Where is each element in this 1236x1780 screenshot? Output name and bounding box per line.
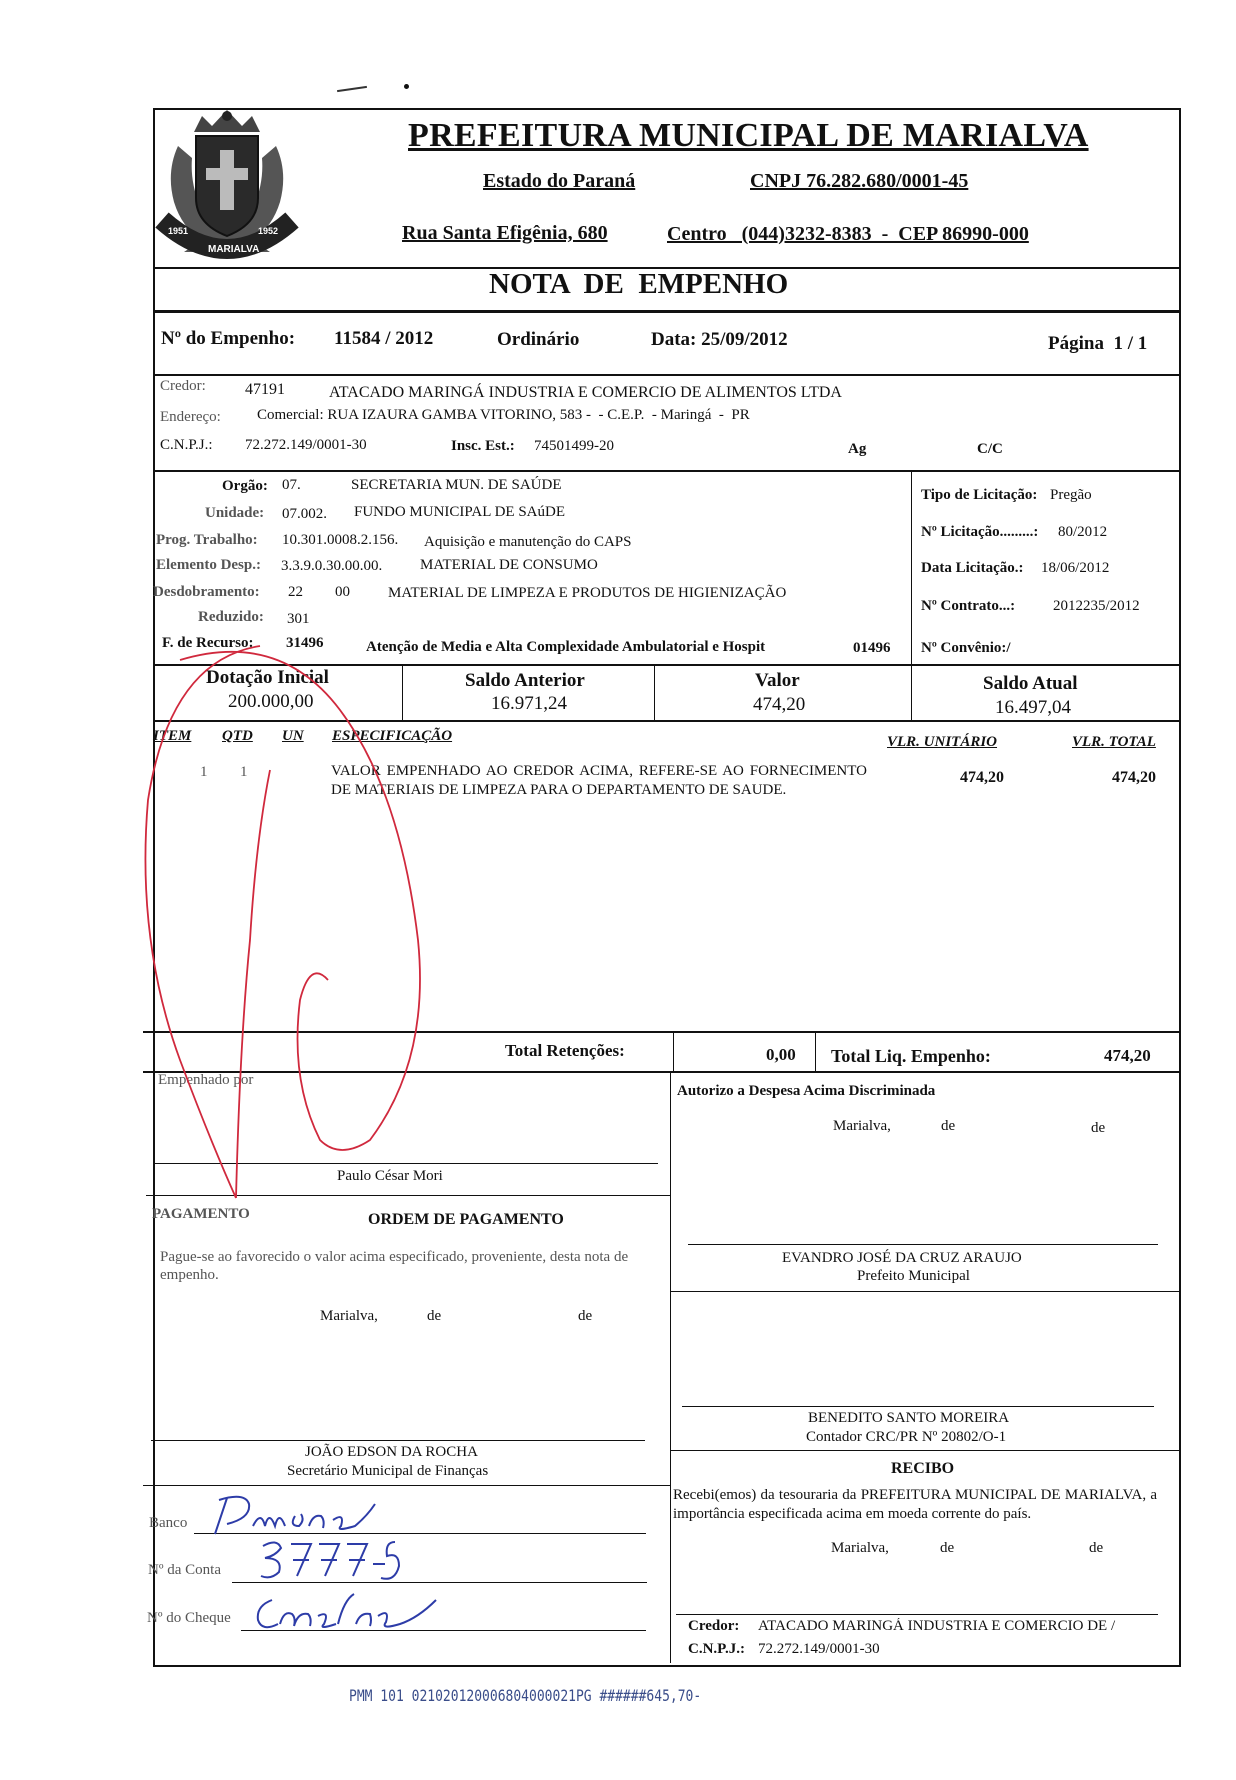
item-unit-value: 474,20 — [960, 769, 1004, 786]
unidade-code: 07.002. — [282, 506, 327, 522]
header-street: Rua Santa Efigênia, 680 — [402, 222, 608, 244]
insc-label: Insc. Est.: — [451, 438, 515, 454]
divider — [670, 1071, 671, 1663]
autorizo-de-1: de — [941, 1118, 956, 1134]
reduzido-value: 301 — [287, 611, 310, 627]
valor-value: 474,20 — [753, 694, 806, 715]
autorizo-de-2: de — [1091, 1120, 1106, 1136]
crest-year-right: 1952 — [258, 226, 279, 236]
item-specification: VALOR EMPENHADO AO CREDOR ACIMA, REFERE-SE AO FORNECIMENTO DE MATERIAIS DE LIMPEZA PARA O DEPARTAMENTO DE SAUDE. — [331, 763, 867, 798]
elemento-code: 3.3.9.0.30.00.00. — [281, 558, 383, 574]
contador-name: BENEDITO SANTO MOREIRA — [808, 1410, 1010, 1426]
licitacao-date-label: Data Licitação.: — [921, 560, 1024, 576]
divider — [670, 1291, 1179, 1292]
reduzido-label: Reduzido: — [198, 609, 264, 625]
autorizo-city: Marialva, — [833, 1118, 891, 1134]
desdobramento-label: Desdobramento: — [153, 584, 260, 600]
footer-code: PMM 101 021020120006804000021PG ######645,70- — [349, 1688, 702, 1706]
recurso-code: 31496 — [286, 635, 324, 651]
convenio-label: Nº Convênio:/ — [921, 640, 1011, 656]
col-header-total: VLR. TOTAL — [1072, 734, 1156, 750]
recibo-de-2: de — [1089, 1540, 1104, 1556]
prefeito-name: EVANDRO JOSÉ DA CRUZ ARAUJO — [782, 1250, 1022, 1266]
credor-cnpj: 72.272.149/0001-30 — [245, 437, 367, 453]
header-address: Centro (044)3232-8383 - CEP 86990-000 — [667, 223, 1029, 245]
divider — [815, 1031, 816, 1071]
recibo-text: Recebi(emos) da tesouraria da PREFEITURA MUNICIPAL DE MARIALVA, a importância especificada acima em moeda corrente do país. — [673, 1487, 1157, 1522]
crest-year-left: 1951 — [168, 226, 189, 236]
saldo-anterior-label: Saldo Anterior — [465, 670, 585, 691]
recibo-de-1: de — [940, 1540, 955, 1556]
credor-name: ATACADO MARINGÁ INDUSTRIA E COMERCIO DE ALIMENTOS LTDA — [329, 384, 842, 401]
cnpj-label: C.N.P.J.: — [160, 437, 213, 453]
divider — [153, 374, 1179, 376]
signature-line — [676, 1614, 1158, 1615]
financas-role: Secretário Municipal de Finanças — [287, 1463, 489, 1479]
elemento-name: MATERIAL DE CONSUMO — [420, 557, 598, 573]
divider — [153, 310, 1179, 313]
empenhado-name: Paulo César Mori — [337, 1168, 443, 1184]
address-label: Endereço: — [160, 409, 221, 425]
contrato-label: Nº Contrato...: — [921, 598, 1016, 614]
cheque-label: Nº do Cheque — [147, 1610, 231, 1626]
pagamento-label: PAGAMENTO — [152, 1206, 250, 1222]
empenho-date: Data: 25/09/2012 — [651, 329, 788, 350]
col-header-item: ITEM — [153, 728, 192, 744]
prog-label: Prog. Trabalho: — [156, 532, 258, 548]
document-title: NOTA DE EMPENHO — [489, 268, 789, 300]
crest-label: MARIALVA — [208, 244, 260, 255]
item-number: 1 — [200, 764, 208, 780]
elemento-label: Elemento Desp.: — [156, 557, 261, 573]
divider — [153, 470, 1179, 472]
col-header-qtd: QTD — [222, 728, 253, 744]
scan-speck — [337, 86, 367, 92]
unidade-label: Unidade: — [205, 505, 265, 521]
signature-line — [688, 1244, 1158, 1245]
handwriting-cheque — [252, 1590, 442, 1636]
credor-insc: 74501499-20 — [534, 438, 614, 454]
recibo-credor: ATACADO MARINGÁ INDUSTRIA E COMERCIO DE / — [758, 1618, 1116, 1634]
desdobramento-name: MATERIAL DE LIMPEZA E PRODUTOS DE HIGIENIZAÇÃO — [388, 585, 787, 601]
ordem-pagamento-label: ORDEM DE PAGAMENTO — [368, 1211, 564, 1228]
recibo-city: Marialva, — [831, 1540, 889, 1556]
header-cnpj: CNPJ 76.282.680/0001-45 — [750, 170, 969, 192]
item-qtd: 1 — [240, 764, 248, 780]
divider — [911, 471, 912, 664]
prog-code: 10.301.0008.2.156. — [282, 532, 399, 548]
signature-line — [151, 1440, 645, 1441]
scan-speck — [404, 84, 409, 89]
divider — [673, 1031, 674, 1071]
retencoes-label: Total Retenções: — [505, 1041, 625, 1060]
licitacao-date: 18/06/2012 — [1041, 560, 1110, 576]
red-pen-mark — [140, 640, 460, 1200]
signature-line — [682, 1406, 1154, 1407]
ag-label: Ag — [848, 441, 867, 457]
col-header-spec: ESPECIFICAÇÃO — [332, 728, 453, 744]
prog-name: Aquisição e manutenção do CAPS — [424, 534, 632, 550]
recurso-number: 01496 — [853, 640, 891, 656]
retencoes-value: 0,00 — [766, 1045, 796, 1064]
recibo-cnpj: 72.272.149/0001-30 — [758, 1641, 880, 1657]
empenhado-label: Empenhado por — [158, 1072, 254, 1088]
orgao-label: Orgão: — [222, 478, 268, 494]
handwriting-conta — [255, 1534, 415, 1590]
liquido-value: 474,20 — [1104, 1046, 1151, 1065]
licitacao-type: Pregão — [1050, 487, 1092, 503]
desdobramento-sub: 00 — [335, 584, 350, 600]
liquido-label: Total Liq. Empenho: — [831, 1046, 991, 1066]
recibo-cnpj-label: C.N.P.J.: — [688, 1641, 745, 1657]
orgao-code: 07. — [282, 477, 301, 493]
recurso-label: F. de Recurso: — [162, 635, 254, 651]
credor-code: 47191 — [245, 381, 285, 398]
unidade-name: FUNDO MUNICIPAL DE SAúDE — [354, 504, 565, 520]
prefeito-role: Prefeito Municipal — [857, 1268, 970, 1284]
pagamento-city: Marialva, — [320, 1308, 378, 1324]
saldo-atual-value: 16.497,04 — [995, 697, 1071, 718]
empenho-label: Nº do Empenho: — [161, 328, 296, 349]
header-state: Estado do Paraná — [483, 170, 636, 192]
licitacao-num: 80/2012 — [1058, 524, 1108, 540]
divider — [143, 1485, 670, 1486]
divider — [654, 665, 655, 720]
contador-role: Contador CRC/PR Nº 20802/O-1 — [806, 1429, 1007, 1445]
licitacao-num-label: Nº Licitação.........: — [921, 524, 1039, 540]
col-header-unit: VLR. UNITÁRIO — [887, 734, 998, 750]
cc-label: C/C — [977, 441, 1003, 457]
empenho-number: 11584 / 2012 — [334, 328, 434, 349]
item-total-value: 474,20 — [1112, 769, 1156, 786]
header-title: PREFEITURA MUNICIPAL DE MARIALVA — [408, 117, 1089, 154]
recibo-title: RECIBO — [891, 1460, 955, 1477]
orgao-name: SECRETARIA MUN. DE SAÚDE — [351, 477, 562, 493]
dotacao-label: Dotação Inicial — [206, 667, 329, 688]
empenho-type: Ordinário — [497, 329, 580, 350]
coat-of-arms-icon — [154, 102, 300, 264]
financas-name: JOÃO EDSON DA ROCHA — [305, 1444, 478, 1460]
licitacao-type-label: Tipo de Licitação: — [921, 487, 1038, 503]
credor-label: Credor: — [160, 378, 206, 394]
dotacao-value: 200.000,00 — [228, 691, 314, 712]
banco-label: Banco — [149, 1515, 188, 1531]
autorizo-label: Autorizo a Despesa Acima Discriminada — [677, 1083, 936, 1099]
empenho-page: Página 1 / 1 — [1048, 333, 1148, 354]
divider — [911, 665, 912, 720]
pagamento-de-2: de — [578, 1308, 593, 1324]
credor-address: Comercial: RUA IZAURA GAMBA VITORINO, 583 - - C.E.P. - Maringá - PR — [257, 407, 750, 423]
col-header-un: UN — [282, 728, 304, 744]
valor-label: Valor — [755, 670, 800, 691]
divider — [670, 1450, 1179, 1451]
contrato-value: 2012235/2012 — [1053, 598, 1140, 614]
pague-text: Pague-se ao favorecido o valor acima especificado, proveniente, desta nota de empenho. — [160, 1249, 629, 1283]
recurso-name: Atenção de Media e Alta Complexidade Ambulatorial e Hospit — [366, 639, 766, 655]
recibo-credor-label: Credor: — [688, 1618, 740, 1634]
saldo-anterior-value: 16.971,24 — [491, 693, 567, 714]
pagamento-de-1: de — [427, 1308, 442, 1324]
desdobramento-code: 22 — [288, 584, 303, 600]
saldo-atual-label: Saldo Atual — [983, 673, 1078, 694]
conta-label: Nº da Conta — [148, 1562, 221, 1578]
